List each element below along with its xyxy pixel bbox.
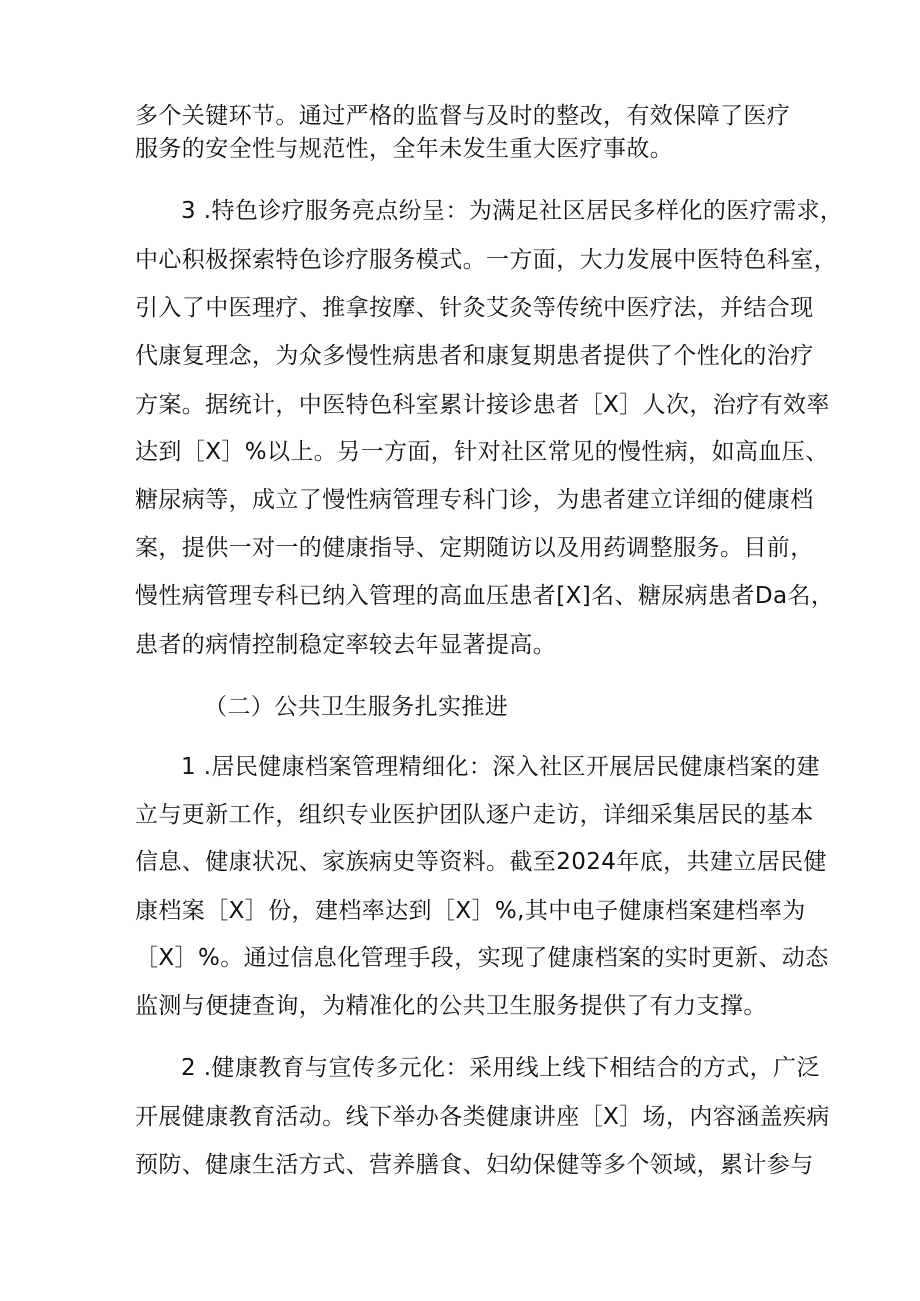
- body-text-line: 立与更新工作，组织专业医护团队逐户走访，详细采集居民的基本: [135, 802, 814, 828]
- body-text-line: 监测与便捷查询，为精准化的公共卫生服务提供了有力支撑。: [135, 993, 767, 1019]
- body-text-line: 多个关键环节。通过严格的监督与及时的整改，有效保障了医疗: [135, 103, 791, 129]
- body-text-line: 引入了中医理疗、推拿按摩、针灸艾灸等传统中医疗法，并结合现: [135, 295, 814, 321]
- body-text-line: 方案。据统计，中医特色科室累计接诊患者［X］人次，治疗有效率: [135, 392, 830, 418]
- body-text-line: 中心积极探索特色诊疗服务模式。一方面，大力发展中医特色科室，: [135, 247, 837, 273]
- body-text-line: 康档案［X］份，建档率达到［X］%,其中电子健康档案建档率为: [135, 898, 806, 924]
- body-text-line: 达到［X］%以上。另一方面，针对社区常见的慢性病，如高血压、: [135, 439, 829, 465]
- body-text-line: 代康复理念，为众多慢性病患者和康复期患者提供了个性化的治疗: [135, 343, 814, 369]
- body-text-line: 服务的安全性与规范性，全年未发生重大医疗事故。: [135, 136, 674, 162]
- body-text-line: 信息、健康状况、家族病史等资料。截至2024年底，共建立居民健: [135, 849, 827, 875]
- body-text-line: 患者的病情控制稳定率较去年显著提高。: [135, 632, 557, 658]
- body-text-line: 2 .健康教育与宣传多元化：采用线上线下相结合的方式，广泛: [181, 1055, 820, 1081]
- body-text-line: 3 .特色诊疗服务亮点纷呈：为满足社区居民多样化的医疗需求，: [181, 198, 844, 224]
- body-text-line: ［X］%。通过信息化管理手段，实现了健康档案的实时更新、动态: [135, 945, 829, 971]
- body-text-line: 开展健康教育活动。线下举办各类健康讲座［X］场，内容涵盖疾病: [135, 1104, 830, 1130]
- body-text-line: 慢性病管理专科已纳入管理的高血压患者[X]名、糖尿病患者Da名，: [135, 583, 835, 609]
- body-text-line: 糖尿病等，成立了慢性病管理专科门诊，为患者建立详细的健康档: [135, 487, 814, 513]
- body-text-line: 案，提供一对一的健康指导、定期随访以及用药调整服务。目前，: [135, 535, 814, 561]
- section-heading: （二）公共卫生服务扎实推进: [204, 694, 509, 720]
- body-text-line: 预防、健康生活方式、营养膳食、妇幼保健等多个领域，累计参与: [135, 1152, 814, 1178]
- body-text-line: 1 .居民健康档案管理精细化：深入社区开展居民健康档案的建: [181, 754, 820, 780]
